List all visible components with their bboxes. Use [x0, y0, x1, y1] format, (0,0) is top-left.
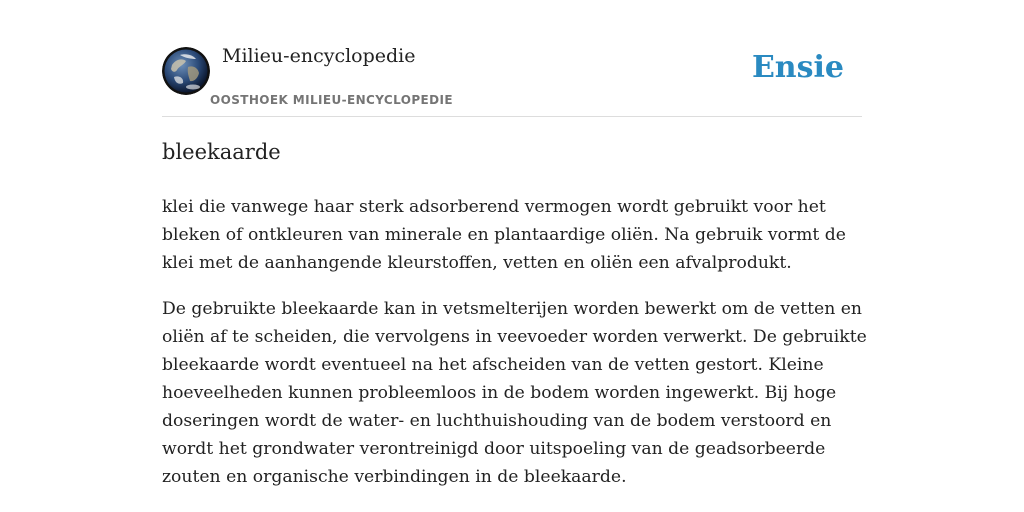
article-body: [162, 193, 867, 509]
site-subtitle: OOSTHOEK MILIEU-ENCYCLOPEDIE: [210, 93, 453, 107]
paragraph-1: [162, 193, 862, 277]
ensie-logo-link[interactable]: Ensie: [751, 50, 844, 85]
page-title: bleekaarde: [162, 140, 281, 164]
earth-globe-icon[interactable]: [162, 47, 210, 95]
site-title[interactable]: Milieu-encyclopedie: [222, 45, 416, 67]
text-line: klei die vanwege haar sterk adsorberend vermogen wordt gebruikt voor het: [162, 197, 826, 217]
text-line: bleekaarde wordt eventueel na het afscheiden van de vetten gestort. Kleine: [162, 355, 824, 375]
text-line: wordt het grondwater verontreinigd door uitspoeling van de geadsorbeerde: [162, 439, 826, 459]
text-line: doseringen wordt de water- en luchthuishouding van de bodem verstoord en: [162, 411, 832, 431]
text-line: oliën af te scheiden, die vervolgens in veevoeder worden verwerkt. De gebruikte: [162, 327, 867, 347]
header: [162, 40, 862, 117]
text-line: De gebruikte bleekaarde kan in vetsmelterijen worden bewerkt om de vetten en: [162, 299, 862, 319]
text-line: zouten en organische verbindingen in de bleekaarde.: [162, 467, 627, 487]
text-line: klei met de aanhangende kleurstoffen, vetten en oliën een afvalprodukt.: [162, 253, 792, 273]
text-line: bleken of ontkleuren van minerale en plantaardige oliën. Na gebruik vormt de: [162, 225, 846, 245]
text-line: hoeveelheden kunnen probleemloos in de bodem worden ingewerkt. Bij hoge: [162, 383, 837, 403]
paragraph-2: [162, 295, 867, 491]
